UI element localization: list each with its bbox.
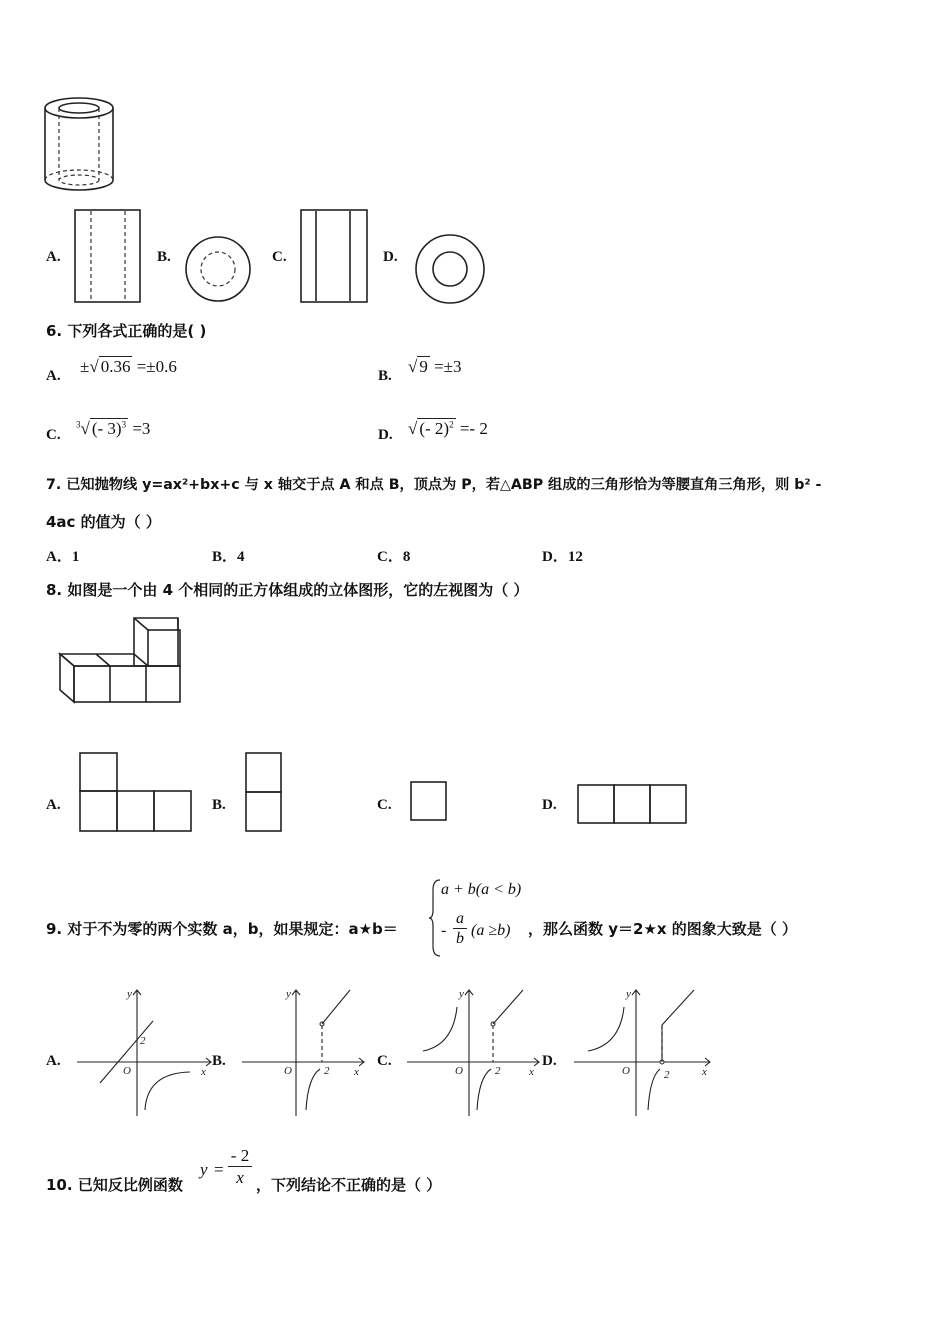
q5-option-d-figure[interactable]: [414, 233, 490, 309]
q9-option-c-graph[interactable]: [405, 985, 545, 1120]
q8-option-b-figure[interactable]: [245, 752, 285, 834]
q9-b-origin-label: O: [284, 1065, 292, 1077]
sqrt-icon: √: [80, 419, 90, 438]
q5-option-a-figure[interactable]: [74, 209, 142, 305]
q9-option-a-graph[interactable]: [75, 985, 215, 1120]
q9-option-b-graph[interactable]: [240, 985, 370, 1120]
q10-stem-suffix: ，下列结论不正确的是（ ）: [256, 1176, 442, 1194]
q9-case2-condition: (a ≥b): [471, 922, 511, 939]
q6-b-result: =±3: [434, 357, 462, 376]
q7-option-b[interactable]: B．4: [212, 549, 245, 565]
piecewise-brace-icon: [428, 878, 442, 958]
q9-case1: a + b(a < b): [441, 881, 522, 898]
q6-c-root-index: 3: [76, 419, 81, 430]
q9-case2-sign: -: [441, 922, 447, 939]
q8-text: 如图是一个由 4 个相同的正方体组成的立体图形，它的左视图为（ ）: [67, 581, 529, 599]
q5-option-c-figure[interactable]: [300, 209, 370, 305]
hollow-cylinder-figure: [40, 96, 120, 196]
q6-text: 下列各式正确的是( ): [67, 322, 207, 340]
q6-c-power: 3: [121, 419, 127, 430]
q9-a-origin-label: O: [123, 1065, 131, 1077]
q9-text-prefix: 对于不为零的两个实数 a，b，如果规定：a★b＝: [67, 920, 398, 938]
q6-c-result: =3: [132, 419, 151, 438]
q5-option-d-label: D.: [383, 249, 398, 265]
q8-option-c-figure[interactable]: [410, 781, 450, 823]
q7-stem-line1: [46, 474, 821, 494]
q8-option-c-label: C.: [377, 797, 392, 813]
q6-stem: [46, 320, 206, 341]
q7-text-line2: 4ac 的值为（ ）: [46, 513, 161, 531]
q9-c-x-label: x: [529, 1066, 534, 1078]
q7-option-c[interactable]: C．8: [377, 549, 411, 565]
sqrt-icon: √: [408, 357, 418, 376]
sqrt-icon: √: [89, 357, 99, 376]
q8-option-b-label: B.: [212, 797, 226, 813]
q10-numerator: - 2: [228, 1146, 252, 1167]
sqrt-icon: √: [408, 419, 418, 438]
q9-a-two-label: 2: [140, 1035, 146, 1047]
q10-number: 10.: [46, 1176, 73, 1194]
q9-d-y-label: y: [626, 988, 631, 1000]
q9-a-y-label: y: [127, 988, 132, 1000]
q7-option-d[interactable]: D．12: [542, 549, 583, 565]
q9-case2-fraction: [453, 910, 467, 949]
q6-option-b-label: B.: [378, 368, 392, 384]
q6-option-a-label: A.: [46, 368, 61, 384]
q5-option-b-label: B.: [157, 249, 171, 265]
q8-number: 8.: [46, 581, 63, 599]
q9-option-d-graph[interactable]: [572, 985, 718, 1120]
q9-d-two-label: 2: [664, 1069, 670, 1081]
q9-c-two-label: 2: [495, 1065, 501, 1077]
q6-a-radicand: 0.36: [100, 357, 131, 376]
q9-a-x-label: x: [201, 1066, 206, 1078]
q5-option-c-label: C.: [272, 249, 287, 265]
q6-d-radicand: [417, 418, 455, 438]
q9-b-x-label: x: [354, 1066, 359, 1078]
q5-option-b-figure[interactable]: [184, 235, 256, 307]
q10-denominator: x: [236, 1168, 244, 1187]
q9-stem-suffix: ，那么函数 y＝2★x 的图象大致是（ ）: [528, 920, 798, 938]
q10-y: y: [200, 1160, 208, 1179]
q6-d-result: =- 2: [459, 419, 488, 438]
q9-stem-prefix: [46, 918, 398, 939]
q10-fraction: [228, 1146, 252, 1189]
q8-option-a-label: A.: [46, 797, 61, 813]
q8-option-d-label: D.: [542, 797, 557, 813]
q7-stem-line2: [46, 511, 161, 532]
q7-text-line1: 已知抛物线 y=ax²+bx+c 与 x 轴交于点 A 和点 B，顶点为 P，若△ABP 组成的三角形恰为等腰直角三角形，则 b² -: [66, 477, 822, 493]
q6-option-d-expression[interactable]: [408, 419, 488, 439]
q9-case2-numerator: a: [453, 910, 467, 929]
q6-b-radicand: 9: [419, 357, 428, 376]
q6-option-c-expression[interactable]: [76, 419, 150, 439]
q6-d-power: 2: [449, 419, 454, 430]
q6-c-base: (- 3): [91, 419, 122, 438]
q8-option-d-figure[interactable]: [577, 784, 689, 826]
q6-a-prefix: ±: [80, 357, 90, 376]
q9-case2-denominator: b: [456, 930, 464, 947]
q6-option-d-label: D.: [378, 427, 393, 443]
q6-d-base: (- 2): [419, 419, 450, 438]
q10-equals: =: [214, 1160, 224, 1179]
q6-option-c-label: C.: [46, 427, 61, 443]
q9-b-y-label: y: [286, 988, 291, 1000]
q8-stem: [46, 579, 528, 600]
q9-option-c-label: C.: [377, 1053, 392, 1069]
q9-c-origin-label: O: [455, 1065, 463, 1077]
q9-option-b-label: B.: [212, 1053, 226, 1069]
q9-number: 9.: [46, 920, 63, 938]
q9-c-y-label: y: [459, 988, 464, 1000]
q9-d-origin-label: O: [622, 1065, 630, 1077]
q8-option-a-figure[interactable]: [79, 752, 195, 834]
q6-c-radicand: [90, 418, 128, 438]
cubes-3d-figure: [58, 616, 184, 708]
q6-number: 6.: [46, 322, 63, 340]
q9-option-d-label: D.: [542, 1053, 557, 1069]
q6-option-a-expression[interactable]: [80, 357, 177, 377]
q10-stem-prefix: [46, 1174, 183, 1195]
q7-option-a[interactable]: A．1: [46, 549, 80, 565]
q9-option-a-label: A.: [46, 1053, 61, 1069]
q10-function-expression: [200, 1146, 256, 1196]
q7-number: 7.: [46, 477, 62, 493]
q6-option-b-expression[interactable]: [408, 357, 462, 377]
q9-b-two-label: 2: [324, 1065, 330, 1077]
q6-a-result: =±0.6: [136, 357, 177, 376]
q10-text-prefix: 已知反比例函数: [77, 1176, 183, 1194]
q5-option-a-label: A.: [46, 249, 61, 265]
q9-d-x-label: x: [702, 1066, 707, 1078]
